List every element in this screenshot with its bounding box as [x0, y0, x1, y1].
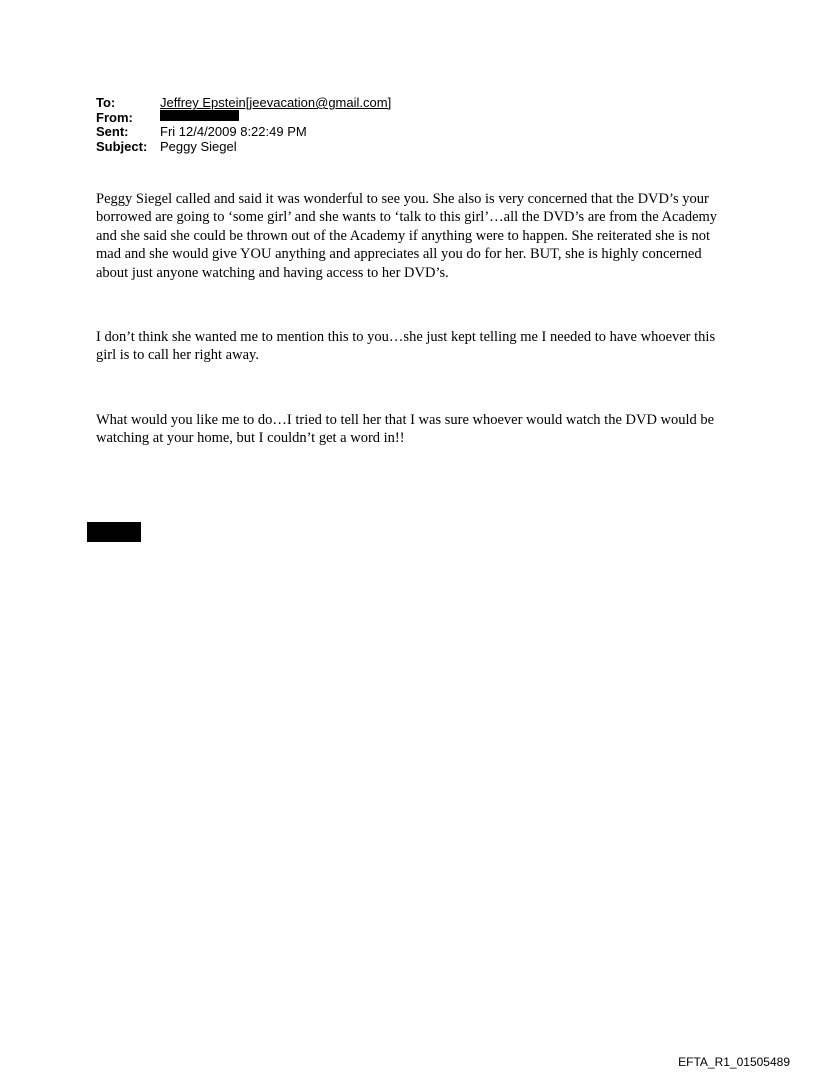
sent-label: Sent:: [96, 124, 129, 139]
email-body: [96, 190, 726, 448]
from-label: From:: [96, 109, 133, 125]
email-header: [96, 96, 391, 154]
from-redaction-block: [160, 110, 239, 121]
document-id: EFTA_R1_01505489: [678, 1055, 790, 1069]
to-row: [96, 96, 391, 111]
subject-label: Subject:: [96, 138, 148, 154]
body-paragraph-3: What would you like me to do…I tried to tell her that I was sure whoever would watch the DVD would be watching at your home, but I couldn’t get a word in!!: [96, 411, 715, 447]
sent-value: Fri 12/4/2009 8:22:49 PM: [160, 124, 307, 139]
signature-redaction-block: [87, 522, 141, 542]
from-row: [96, 111, 391, 126]
body-paragraph-1: Peggy Siegel called and said it was wonderful to see you. She also is very concerned that the DVD’s your borrowed are going to ‘some girl’ and she wants to ‘talk to this girl’…all the DVD’s are from the Academy and she said she could be thrown out of the Academy if anything were to happen. She reiterated she is not mad and she would give YOU anything and appreciates all you do for her. BUT, she is highly concerned about just anyone watching and having access to her DVD’s.: [96, 191, 718, 281]
sent-row: [96, 125, 391, 140]
body-paragraph-2: I don’t think she wanted me to mention this to you…she just kept telling me I needed to have whoever this girl is to call her right away.: [96, 329, 716, 364]
subject-value: Peggy Siegel: [160, 138, 237, 154]
to-value[interactable]: Jeffrey Epstein[jeevacation@gmail.com]: [160, 95, 392, 110]
to-label: To:: [96, 95, 116, 110]
subject-row: [96, 140, 391, 155]
